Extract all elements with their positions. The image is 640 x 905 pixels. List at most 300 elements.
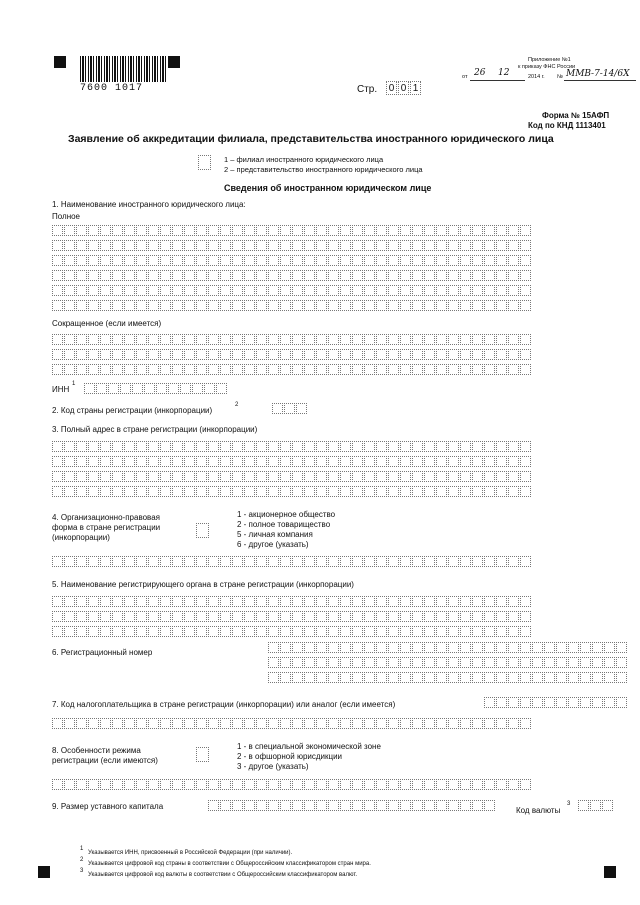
input-cell[interactable] [296,403,307,414]
input-cell[interactable] [388,364,399,375]
input-cell[interactable] [388,626,399,637]
input-cell[interactable] [436,240,447,251]
input-cell[interactable] [112,718,123,729]
input-cell[interactable] [376,349,387,360]
input-cell[interactable] [292,471,303,482]
input-cell[interactable] [256,718,267,729]
input-cell[interactable] [124,225,135,236]
input-cell[interactable] [412,657,423,668]
input-cell[interactable] [172,626,183,637]
input-cell[interactable] [304,364,315,375]
input-cell[interactable] [484,334,495,345]
input-cell[interactable] [364,300,375,311]
input-cell[interactable] [376,441,387,452]
input-cell[interactable] [148,556,159,567]
input-cell[interactable] [532,672,543,683]
input-cell[interactable] [268,626,279,637]
input-cell[interactable] [292,657,303,668]
input-cell[interactable] [364,471,375,482]
input-cell[interactable] [568,657,579,668]
input-cell[interactable] [508,642,519,653]
input-cell[interactable] [316,441,327,452]
input-cell[interactable] [148,334,159,345]
input-cell[interactable] [328,672,339,683]
input-cell[interactable] [496,596,507,607]
input-cell[interactable] [208,240,219,251]
input-cell[interactable] [460,240,471,251]
input-cell[interactable] [448,596,459,607]
input-cell[interactable] [160,779,171,790]
input-cell[interactable] [280,471,291,482]
input-cell[interactable] [216,383,227,394]
reg-number-row[interactable] [268,657,628,668]
input-cell[interactable] [76,349,87,360]
input-cell[interactable] [268,441,279,452]
input-cell[interactable] [616,672,627,683]
input-cell[interactable] [340,285,351,296]
input-cell[interactable] [268,642,279,653]
short-name-row[interactable] [52,334,532,345]
input-cell[interactable] [424,441,435,452]
input-cell[interactable] [232,270,243,281]
input-cell[interactable] [316,471,327,482]
input-cell[interactable] [136,270,147,281]
input-cell[interactable] [388,800,399,811]
input-cell[interactable] [292,225,303,236]
input-cell[interactable] [400,255,411,266]
input-cell[interactable] [172,471,183,482]
input-cell[interactable] [232,800,243,811]
input-cell[interactable] [256,456,267,467]
input-cell[interactable] [196,471,207,482]
input-cell[interactable] [508,334,519,345]
input-cell[interactable] [204,383,215,394]
input-cell[interactable] [232,718,243,729]
input-cell[interactable] [316,626,327,637]
input-cell[interactable] [244,255,255,266]
input-cell[interactable] [460,779,471,790]
input-cell[interactable] [304,611,315,622]
input-cell[interactable] [100,486,111,497]
input-cell[interactable] [496,556,507,567]
input-cell[interactable] [388,611,399,622]
full-name-row[interactable] [52,300,532,311]
input-cell[interactable] [136,300,147,311]
input-cell[interactable] [460,456,471,467]
input-cell[interactable] [448,800,459,811]
input-cell[interactable] [496,285,507,296]
input-cell[interactable] [328,364,339,375]
input-cell[interactable] [340,556,351,567]
input-cell[interactable] [436,800,447,811]
legal-form-cell[interactable] [196,523,210,538]
input-cell[interactable] [340,255,351,266]
input-cell[interactable] [76,556,87,567]
input-cell[interactable] [256,556,267,567]
input-cell[interactable] [196,556,207,567]
input-cell[interactable] [508,300,519,311]
input-cell[interactable] [64,456,75,467]
input-cell[interactable] [220,334,231,345]
input-cell[interactable] [112,556,123,567]
input-cell[interactable] [364,800,375,811]
reg-number-row[interactable] [268,642,628,653]
input-cell[interactable] [424,334,435,345]
input-cell[interactable] [284,403,295,414]
registrar-row[interactable] [52,596,532,607]
input-cell[interactable] [472,240,483,251]
input-cell[interactable] [172,364,183,375]
input-cell[interactable] [208,300,219,311]
input-cell[interactable] [448,349,459,360]
input-cell[interactable] [196,486,207,497]
input-cell[interactable] [472,471,483,482]
input-cell[interactable] [484,225,495,236]
input-cell[interactable] [400,441,411,452]
input-cell[interactable] [340,349,351,360]
input-cell[interactable] [136,556,147,567]
input-cell[interactable] [112,456,123,467]
input-cell[interactable] [124,779,135,790]
input-cell[interactable] [76,334,87,345]
input-cell[interactable] [196,456,207,467]
input-cell[interactable] [268,456,279,467]
input-cell[interactable] [520,456,531,467]
input-cell[interactable] [280,285,291,296]
input-cell[interactable] [112,285,123,296]
input-cell[interactable] [460,626,471,637]
input-cell[interactable] [280,240,291,251]
input-cell[interactable] [196,285,207,296]
input-cell[interactable] [340,240,351,251]
full-name-row[interactable] [52,240,532,251]
input-cell[interactable] [388,657,399,668]
input-cell[interactable] [160,596,171,607]
input-cell[interactable] [328,486,339,497]
input-cell[interactable] [196,364,207,375]
input-cell[interactable] [280,626,291,637]
input-cell[interactable] [76,285,87,296]
input-cell[interactable] [472,779,483,790]
input-cell[interactable] [328,718,339,729]
input-cell[interactable] [76,364,87,375]
input-cell[interactable] [400,240,411,251]
input-cell[interactable] [424,255,435,266]
input-cell[interactable] [412,642,423,653]
input-cell[interactable] [436,672,447,683]
input-cell[interactable] [484,657,495,668]
input-cell[interactable] [256,334,267,345]
input-cell[interactable] [400,642,411,653]
input-cell[interactable] [340,471,351,482]
input-cell[interactable] [520,364,531,375]
input-cell[interactable] [172,240,183,251]
input-cell[interactable] [268,364,279,375]
input-cell[interactable] [64,300,75,311]
input-cell[interactable] [412,611,423,622]
input-cell[interactable] [208,779,219,790]
input-cell[interactable] [280,718,291,729]
input-cell[interactable] [232,486,243,497]
input-cell[interactable] [412,486,423,497]
input-cell[interactable] [256,364,267,375]
input-cell[interactable] [484,642,495,653]
input-cell[interactable] [304,334,315,345]
input-cell[interactable] [232,456,243,467]
input-cell[interactable] [268,240,279,251]
input-cell[interactable] [132,383,143,394]
input-cell[interactable] [64,225,75,236]
input-cell[interactable] [136,334,147,345]
input-cell[interactable] [520,270,531,281]
input-cell[interactable] [400,611,411,622]
input-cell[interactable] [280,349,291,360]
input-cell[interactable] [52,334,63,345]
input-cell[interactable] [328,349,339,360]
branch-type-cell[interactable] [198,155,212,170]
input-cell[interactable] [532,697,543,708]
input-cell[interactable] [112,486,123,497]
input-cell[interactable] [508,611,519,622]
input-cell[interactable] [508,441,519,452]
input-cell[interactable] [400,672,411,683]
input-cell[interactable] [472,225,483,236]
input-cell[interactable] [496,364,507,375]
input-cell[interactable] [184,300,195,311]
input-cell[interactable] [88,596,99,607]
input-cell[interactable] [448,270,459,281]
input-cell[interactable] [208,596,219,607]
input-cell[interactable] [64,349,75,360]
input-cell[interactable] [184,225,195,236]
input-cell[interactable] [268,779,279,790]
input-cell[interactable] [76,779,87,790]
input-cell[interactable] [592,657,603,668]
input-cell[interactable] [84,383,95,394]
input-cell[interactable] [172,718,183,729]
input-cell[interactable] [280,441,291,452]
input-cell[interactable] [484,471,495,482]
short-name-row[interactable] [52,349,532,360]
input-cell[interactable] [292,611,303,622]
input-cell[interactable] [424,364,435,375]
input-cell[interactable] [400,225,411,236]
input-cell[interactable] [352,779,363,790]
input-cell[interactable] [448,471,459,482]
input-cell[interactable] [604,672,615,683]
input-cell[interactable] [256,255,267,266]
input-cell[interactable] [196,596,207,607]
input-cell[interactable] [460,672,471,683]
input-cell[interactable] [88,285,99,296]
input-cell[interactable] [196,441,207,452]
input-cell[interactable] [316,270,327,281]
input-cell[interactable] [244,611,255,622]
input-cell[interactable] [388,349,399,360]
input-cell[interactable] [156,383,167,394]
input-cell[interactable] [88,300,99,311]
input-cell[interactable] [328,225,339,236]
input-cell[interactable] [460,556,471,567]
input-cell[interactable] [590,800,601,811]
input-cell[interactable] [328,255,339,266]
input-cell[interactable] [508,626,519,637]
input-cell[interactable] [112,349,123,360]
input-cell[interactable] [244,800,255,811]
input-cell[interactable] [244,718,255,729]
input-cell[interactable] [112,300,123,311]
input-cell[interactable] [124,718,135,729]
address-row[interactable] [52,486,532,497]
input-cell[interactable] [316,255,327,266]
input-cell[interactable] [76,441,87,452]
input-cell[interactable] [328,300,339,311]
input-cell[interactable] [556,672,567,683]
input-cell[interactable] [578,800,589,811]
input-cell[interactable] [580,657,591,668]
input-cell[interactable] [232,556,243,567]
input-cell[interactable] [232,611,243,622]
input-cell[interactable] [160,240,171,251]
input-cell[interactable] [184,285,195,296]
input-cell[interactable] [244,349,255,360]
input-cell[interactable] [460,718,471,729]
input-cell[interactable] [424,240,435,251]
input-cell[interactable] [184,270,195,281]
input-cell[interactable] [400,486,411,497]
input-cell[interactable] [280,556,291,567]
input-cell[interactable] [508,285,519,296]
input-cell[interactable] [124,626,135,637]
input-cell[interactable] [196,300,207,311]
input-cell[interactable] [208,611,219,622]
input-cell[interactable] [256,596,267,607]
input-cell[interactable] [232,240,243,251]
input-cell[interactable] [472,556,483,567]
input-cell[interactable] [136,441,147,452]
input-cell[interactable] [148,611,159,622]
input-cell[interactable] [292,626,303,637]
input-cell[interactable] [148,300,159,311]
input-cell[interactable] [172,285,183,296]
input-cell[interactable] [256,611,267,622]
input-cell[interactable] [328,556,339,567]
input-cell[interactable] [316,642,327,653]
input-cell[interactable] [112,270,123,281]
input-cell[interactable] [352,718,363,729]
input-cell[interactable] [244,596,255,607]
input-cell[interactable] [220,626,231,637]
input-cell[interactable] [64,718,75,729]
input-cell[interactable] [292,779,303,790]
input-cell[interactable] [388,285,399,296]
input-cell[interactable] [328,334,339,345]
input-cell[interactable] [256,486,267,497]
input-cell[interactable] [52,441,63,452]
input-cell[interactable] [316,779,327,790]
input-cell[interactable] [568,697,579,708]
input-cell[interactable] [412,626,423,637]
input-cell[interactable] [376,642,387,653]
input-cell[interactable] [412,471,423,482]
input-cell[interactable] [184,471,195,482]
input-cell[interactable] [160,349,171,360]
input-cell[interactable] [376,611,387,622]
input-cell[interactable] [160,364,171,375]
input-cell[interactable] [520,240,531,251]
input-cell[interactable] [220,556,231,567]
input-cell[interactable] [484,697,495,708]
input-cell[interactable] [96,383,107,394]
input-cell[interactable] [280,596,291,607]
input-cell[interactable] [424,800,435,811]
input-cell[interactable] [448,255,459,266]
input-cell[interactable] [76,456,87,467]
input-cell[interactable] [388,779,399,790]
input-cell[interactable] [88,334,99,345]
input-cell[interactable] [220,800,231,811]
input-cell[interactable] [88,349,99,360]
input-cell[interactable] [220,456,231,467]
input-cell[interactable] [340,672,351,683]
input-cell[interactable] [304,486,315,497]
input-cell[interactable] [100,255,111,266]
input-cell[interactable] [100,364,111,375]
input-cell[interactable] [52,240,63,251]
input-cell[interactable] [244,285,255,296]
input-cell[interactable] [76,471,87,482]
input-cell[interactable] [508,240,519,251]
input-cell[interactable] [148,240,159,251]
input-cell[interactable] [100,349,111,360]
input-cell[interactable] [100,556,111,567]
input-cell[interactable] [180,383,191,394]
input-cell[interactable] [268,672,279,683]
input-cell[interactable] [520,596,531,607]
input-cell[interactable] [340,486,351,497]
input-cell[interactable] [436,471,447,482]
input-cell[interactable] [208,718,219,729]
input-cell[interactable] [580,672,591,683]
input-cell[interactable] [232,364,243,375]
input-cell[interactable] [160,225,171,236]
input-cell[interactable] [448,364,459,375]
input-cell[interactable] [472,334,483,345]
input-cell[interactable] [52,456,63,467]
input-cell[interactable] [100,270,111,281]
input-cell[interactable] [520,486,531,497]
input-cell[interactable] [388,486,399,497]
input-cell[interactable] [280,672,291,683]
input-cell[interactable] [244,300,255,311]
input-cell[interactable] [220,349,231,360]
input-cell[interactable] [484,441,495,452]
input-cell[interactable] [196,718,207,729]
input-cell[interactable] [112,225,123,236]
registration-mode-cell[interactable] [196,747,210,762]
input-cell[interactable] [568,672,579,683]
input-cell[interactable] [112,471,123,482]
input-cell[interactable] [208,255,219,266]
input-cell[interactable] [184,596,195,607]
input-cell[interactable] [484,596,495,607]
input-cell[interactable] [232,225,243,236]
input-cell[interactable] [328,657,339,668]
input-cell[interactable] [484,800,495,811]
input-cell[interactable] [124,255,135,266]
input-cell[interactable] [424,456,435,467]
input-cell[interactable] [208,626,219,637]
